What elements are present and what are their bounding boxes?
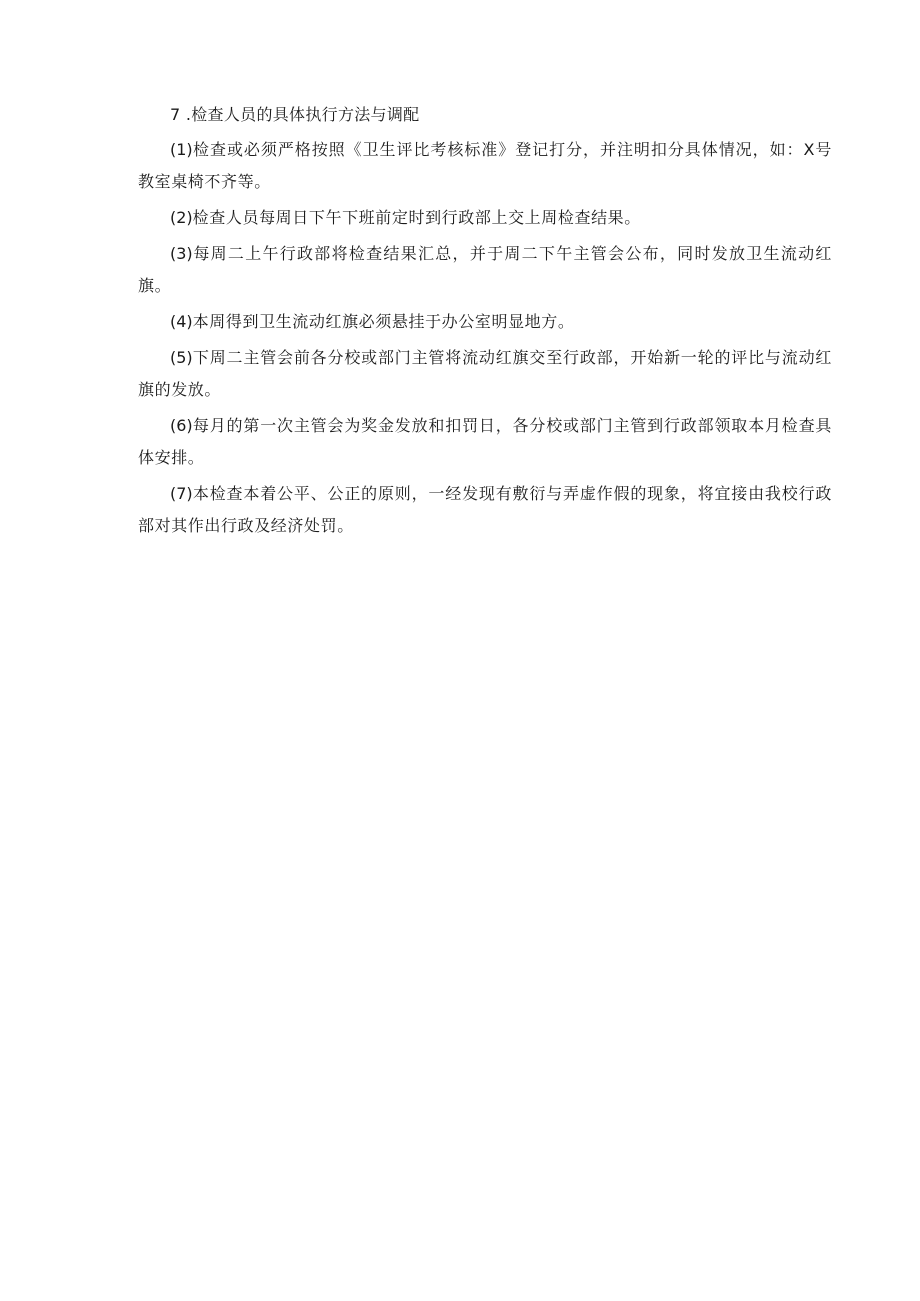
item-number: (3): [170, 244, 193, 263]
item-text: 检查或必须严格按照《卫生评比考核标准》登记打分，并注明扣分具体情况，如：X号教室桌椅不齐等。: [138, 140, 832, 191]
item-text: 下周二主管会前各分校或部门主管将流动红旗交至行政部，开始新一轮的评比与流动红旗的发放。: [138, 348, 832, 399]
list-item: [138, 302, 832, 338]
document-body: [138, 100, 832, 542]
list-item: [138, 338, 832, 406]
item-number: (1): [170, 140, 193, 159]
item-number: (5): [170, 348, 193, 367]
item-number: (2): [170, 208, 193, 227]
list-item: [138, 198, 832, 234]
list-item: [138, 406, 832, 474]
section-heading: 7 .检查人员的具体执行方法与调配: [170, 105, 420, 124]
item-text: 本检查本着公平、公正的原则，一经发现有敷衍与弄虚作假的现象，将宜接由我校行政部对其作出行政及经济处罚。: [138, 484, 832, 535]
item-number: (4): [170, 312, 193, 331]
list-item: [138, 234, 832, 302]
item-number: (6): [170, 416, 193, 435]
list-item: [138, 474, 832, 542]
item-number: (7): [170, 484, 193, 503]
list-item: [138, 130, 832, 198]
item-text: 检查人员每周日下午下班前定时到行政部上交上周检查结果。: [192, 208, 641, 227]
item-text: 每月的第一次主管会为奖金发放和扣罚日，各分校或部门主管到行政部领取本月检查具体安排。: [138, 416, 832, 467]
item-text: 本周得到卫生流动红旗必须悬挂于办公室明显地方。: [192, 312, 575, 331]
item-text: 每周二上午行政部将检查结果汇总，并于周二下午主管会公布，同时发放卫生流动红旗。: [138, 244, 832, 295]
